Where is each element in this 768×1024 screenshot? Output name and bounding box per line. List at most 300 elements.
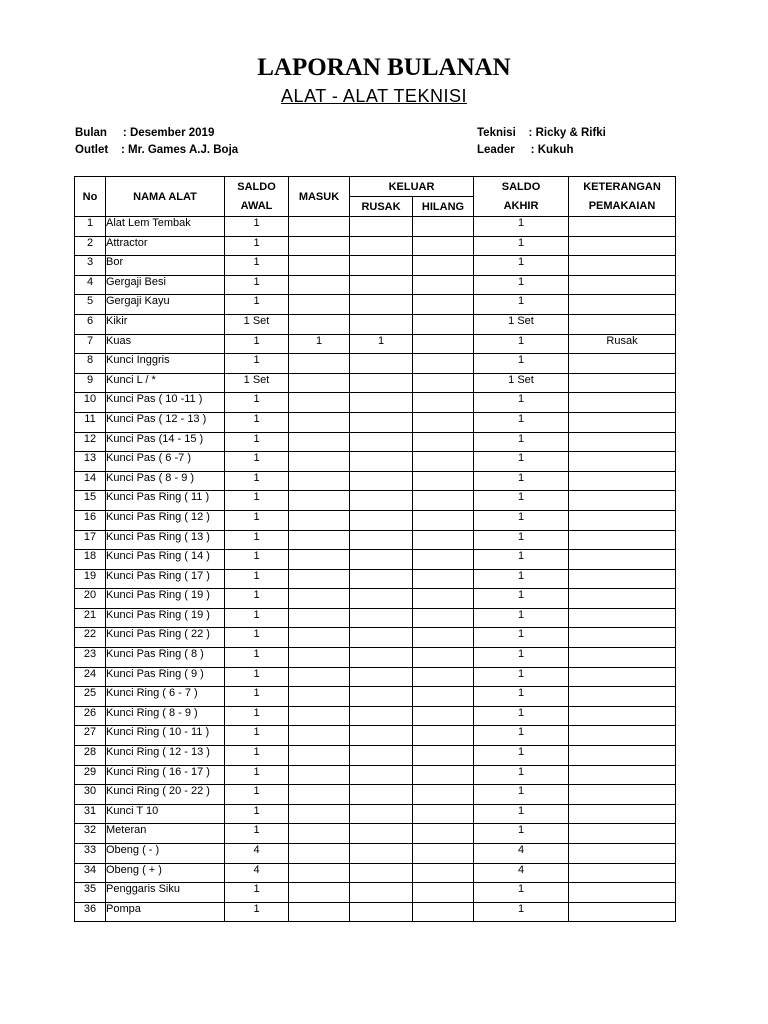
cell-hilang xyxy=(413,256,474,276)
cell-saldo-awal: 1 Set xyxy=(225,373,289,393)
cell-saldo-awal: 1 xyxy=(225,687,289,707)
cell-masuk xyxy=(289,275,350,295)
cell-rusak xyxy=(350,236,413,256)
cell-saldo-akhir: 4 xyxy=(474,863,569,883)
cell-saldo-akhir: 1 xyxy=(474,217,569,237)
cell-saldo-awal: 1 xyxy=(225,256,289,276)
cell-rusak xyxy=(350,667,413,687)
cell-rusak xyxy=(350,510,413,530)
table-row xyxy=(75,334,676,354)
cell-hilang xyxy=(413,726,474,746)
cell-rusak xyxy=(350,628,413,648)
cell-nama-alat: Obeng ( + ) xyxy=(106,863,225,883)
cell-hilang xyxy=(413,785,474,805)
cell-keterangan xyxy=(569,765,676,785)
cell-nama-alat: Kunci Pas Ring ( 19 ) xyxy=(106,608,225,628)
cell-saldo-akhir: 1 xyxy=(474,883,569,903)
cell-hilang xyxy=(413,217,474,237)
cell-rusak xyxy=(350,844,413,864)
cell-nama-alat: Kunci Pas Ring ( 14 ) xyxy=(106,550,225,570)
cell-masuk xyxy=(289,804,350,824)
cell-keterangan xyxy=(569,314,676,334)
cell-hilang xyxy=(413,667,474,687)
cell-hilang xyxy=(413,844,474,864)
table-row xyxy=(75,902,676,922)
cell-no: 17 xyxy=(75,530,106,550)
cell-rusak xyxy=(350,902,413,922)
cell-saldo-akhir: 1 xyxy=(474,569,569,589)
cell-saldo-akhir: 1 xyxy=(474,804,569,824)
cell-masuk xyxy=(289,354,350,374)
cell-keterangan xyxy=(569,883,676,903)
cell-saldo-akhir: 1 xyxy=(474,706,569,726)
cell-rusak xyxy=(350,491,413,511)
cell-nama-alat: Kunci Ring ( 6 - 7 ) xyxy=(106,687,225,707)
cell-keterangan xyxy=(569,667,676,687)
cell-saldo-akhir: 4 xyxy=(474,844,569,864)
cell-nama-alat: Kikir xyxy=(106,314,225,334)
cell-masuk xyxy=(289,765,350,785)
table-row xyxy=(75,236,676,256)
cell-saldo-awal: 1 xyxy=(225,608,289,628)
cell-hilang xyxy=(413,393,474,413)
cell-masuk xyxy=(289,628,350,648)
cell-rusak xyxy=(350,393,413,413)
cell-rusak: 1 xyxy=(350,334,413,354)
cell-keterangan xyxy=(569,217,676,237)
cell-rusak xyxy=(350,883,413,903)
table-row xyxy=(75,373,676,393)
cell-nama-alat: Kunci Pas Ring ( 17 ) xyxy=(106,569,225,589)
cell-no: 18 xyxy=(75,550,106,570)
cell-keterangan xyxy=(569,275,676,295)
cell-no: 5 xyxy=(75,295,106,315)
cell-rusak xyxy=(350,275,413,295)
cell-saldo-awal: 1 xyxy=(225,275,289,295)
cell-hilang xyxy=(413,334,474,354)
cell-keterangan xyxy=(569,510,676,530)
cell-no: 23 xyxy=(75,648,106,668)
cell-rusak xyxy=(350,295,413,315)
table-row xyxy=(75,412,676,432)
cell-saldo-awal: 1 xyxy=(225,471,289,491)
cell-saldo-awal: 1 xyxy=(225,628,289,648)
cell-rusak xyxy=(350,314,413,334)
cell-masuk xyxy=(289,569,350,589)
cell-saldo-akhir: 1 xyxy=(474,236,569,256)
cell-saldo-awal: 1 xyxy=(225,510,289,530)
cell-nama-alat: Gergaji Besi xyxy=(106,275,225,295)
cell-rusak xyxy=(350,765,413,785)
header-saldo-akhir-line2: AKHIR xyxy=(503,199,539,212)
cell-no: 34 xyxy=(75,863,106,883)
cell-nama-alat: Attractor xyxy=(106,236,225,256)
cell-no: 32 xyxy=(75,824,106,844)
cell-no: 12 xyxy=(75,432,106,452)
cell-masuk xyxy=(289,412,350,432)
cell-saldo-awal: 1 xyxy=(225,236,289,256)
cell-no: 20 xyxy=(75,589,106,609)
cell-nama-alat: Gergaji Kayu xyxy=(106,295,225,315)
cell-nama-alat: Kunci Ring ( 10 - 11 ) xyxy=(106,726,225,746)
cell-masuk xyxy=(289,530,350,550)
cell-masuk: 1 xyxy=(289,334,350,354)
table-row xyxy=(75,295,676,315)
table-row xyxy=(75,550,676,570)
cell-no: 2 xyxy=(75,236,106,256)
cell-nama-alat: Kunci Ring ( 12 - 13 ) xyxy=(106,746,225,766)
table-row xyxy=(75,726,676,746)
header-keterangan-line1: KETERANGAN xyxy=(583,180,661,193)
cell-nama-alat: Bor xyxy=(106,256,225,276)
header-keluar: KELUAR xyxy=(350,177,474,197)
cell-saldo-awal: 1 xyxy=(225,550,289,570)
table-row xyxy=(75,354,676,374)
cell-saldo-awal: 4 xyxy=(225,863,289,883)
cell-keterangan xyxy=(569,393,676,413)
cell-masuk xyxy=(289,667,350,687)
table-row xyxy=(75,687,676,707)
cell-masuk xyxy=(289,824,350,844)
cell-nama-alat: Obeng ( - ) xyxy=(106,844,225,864)
cell-keterangan xyxy=(569,726,676,746)
cell-rusak xyxy=(350,589,413,609)
cell-no: 8 xyxy=(75,354,106,374)
table-row xyxy=(75,452,676,472)
cell-keterangan xyxy=(569,746,676,766)
report-subtitle: ALAT - ALAT TEKNISI xyxy=(281,86,467,106)
table-row xyxy=(75,785,676,805)
cell-nama-alat: Kunci Pas (14 - 15 ) xyxy=(106,432,225,452)
cell-saldo-awal: 1 xyxy=(225,883,289,903)
cell-saldo-akhir: 1 xyxy=(474,530,569,550)
cell-masuk xyxy=(289,236,350,256)
cell-rusak xyxy=(350,785,413,805)
cell-hilang xyxy=(413,471,474,491)
header-keterangan xyxy=(569,177,676,217)
cell-no: 13 xyxy=(75,452,106,472)
table-row xyxy=(75,589,676,609)
cell-no: 14 xyxy=(75,471,106,491)
cell-no: 27 xyxy=(75,726,106,746)
cell-rusak xyxy=(350,726,413,746)
cell-no: 29 xyxy=(75,765,106,785)
header-keterangan-line2: PEMAKAIAN xyxy=(588,199,656,212)
header-hilang: HILANG xyxy=(413,197,474,217)
cell-nama-alat: Kunci Pas Ring ( 8 ) xyxy=(106,648,225,668)
cell-rusak xyxy=(350,608,413,628)
cell-hilang xyxy=(413,373,474,393)
table-row xyxy=(75,471,676,491)
cell-keterangan xyxy=(569,608,676,628)
cell-hilang xyxy=(413,412,474,432)
cell-nama-alat: Kunci Inggris xyxy=(106,354,225,374)
cell-saldo-akhir: 1 xyxy=(474,354,569,374)
cell-rusak xyxy=(350,550,413,570)
cell-rusak xyxy=(350,373,413,393)
header-rusak: RUSAK xyxy=(350,197,413,217)
cell-hilang xyxy=(413,491,474,511)
cell-saldo-akhir: 1 xyxy=(474,471,569,491)
table-row xyxy=(75,667,676,687)
cell-rusak xyxy=(350,706,413,726)
cell-saldo-akhir: 1 xyxy=(474,334,569,354)
cell-saldo-akhir: 1 xyxy=(474,902,569,922)
cell-nama-alat: Alat Lem Tembak xyxy=(106,217,225,237)
meta-teknisi: Teknisi : Ricky & Rifki xyxy=(477,127,606,139)
cell-nama-alat: Kunci Ring ( 20 - 22 ) xyxy=(106,785,225,805)
cell-saldo-akhir: 1 xyxy=(474,412,569,432)
cell-no: 9 xyxy=(75,373,106,393)
cell-keterangan xyxy=(569,432,676,452)
cell-no: 24 xyxy=(75,667,106,687)
cell-saldo-akhir: 1 xyxy=(474,295,569,315)
header-no: No xyxy=(75,177,106,217)
cell-keterangan xyxy=(569,295,676,315)
cell-nama-alat: Kunci Pas ( 8 - 9 ) xyxy=(106,471,225,491)
cell-saldo-awal: 1 xyxy=(225,452,289,472)
cell-hilang xyxy=(413,628,474,648)
cell-no: 7 xyxy=(75,334,106,354)
cell-rusak xyxy=(350,354,413,374)
cell-rusak xyxy=(350,569,413,589)
cell-saldo-awal: 1 xyxy=(225,667,289,687)
cell-saldo-awal: 1 xyxy=(225,530,289,550)
table-row xyxy=(75,314,676,334)
cell-hilang xyxy=(413,608,474,628)
cell-keterangan xyxy=(569,804,676,824)
cell-hilang xyxy=(413,354,474,374)
cell-masuk xyxy=(289,510,350,530)
cell-masuk xyxy=(289,550,350,570)
cell-keterangan xyxy=(569,550,676,570)
table-row xyxy=(75,275,676,295)
table-row xyxy=(75,765,676,785)
cell-keterangan xyxy=(569,687,676,707)
cell-saldo-awal: 1 xyxy=(225,765,289,785)
cell-saldo-akhir: 1 xyxy=(474,491,569,511)
table-row xyxy=(75,432,676,452)
cell-keterangan xyxy=(569,530,676,550)
table-row xyxy=(75,648,676,668)
cell-nama-alat: Kunci L / * xyxy=(106,373,225,393)
cell-masuk xyxy=(289,648,350,668)
cell-rusak xyxy=(350,256,413,276)
cell-nama-alat: Kunci Pas Ring ( 22 ) xyxy=(106,628,225,648)
cell-rusak xyxy=(350,648,413,668)
cell-masuk xyxy=(289,726,350,746)
cell-rusak xyxy=(350,824,413,844)
cell-hilang xyxy=(413,510,474,530)
cell-keterangan xyxy=(569,648,676,668)
cell-masuk xyxy=(289,785,350,805)
cell-saldo-akhir: 1 xyxy=(474,667,569,687)
cell-hilang xyxy=(413,236,474,256)
cell-no: 33 xyxy=(75,844,106,864)
cell-no: 16 xyxy=(75,510,106,530)
cell-no: 26 xyxy=(75,706,106,726)
cell-keterangan xyxy=(569,844,676,864)
cell-saldo-awal: 1 xyxy=(225,902,289,922)
cell-saldo-akhir: 1 Set xyxy=(474,314,569,334)
cell-hilang xyxy=(413,452,474,472)
cell-keterangan xyxy=(569,412,676,432)
cell-hilang xyxy=(413,589,474,609)
cell-saldo-akhir: 1 xyxy=(474,432,569,452)
cell-saldo-akhir: 1 xyxy=(474,256,569,276)
table-body xyxy=(75,217,676,922)
table-row xyxy=(75,217,676,237)
cell-saldo-awal: 1 xyxy=(225,295,289,315)
cell-no: 31 xyxy=(75,804,106,824)
cell-nama-alat: Kunci Pas Ring ( 12 ) xyxy=(106,510,225,530)
cell-saldo-awal: 1 xyxy=(225,746,289,766)
cell-rusak xyxy=(350,452,413,472)
cell-nama-alat: Kunci Ring ( 8 - 9 ) xyxy=(106,706,225,726)
cell-saldo-awal: 1 xyxy=(225,589,289,609)
cell-saldo-awal: 1 xyxy=(225,393,289,413)
cell-hilang xyxy=(413,765,474,785)
cell-masuk xyxy=(289,452,350,472)
meta-bulan: Bulan : Desember 2019 xyxy=(75,127,215,139)
cell-hilang xyxy=(413,295,474,315)
cell-hilang xyxy=(413,687,474,707)
cell-saldo-awal: 1 xyxy=(225,648,289,668)
cell-nama-alat: Meteran xyxy=(106,824,225,844)
cell-nama-alat: Kunci T 10 xyxy=(106,804,225,824)
cell-saldo-akhir: 1 xyxy=(474,746,569,766)
cell-keterangan xyxy=(569,256,676,276)
table-row xyxy=(75,628,676,648)
cell-hilang xyxy=(413,863,474,883)
cell-hilang xyxy=(413,648,474,668)
cell-nama-alat: Kunci Ring ( 16 - 17 ) xyxy=(106,765,225,785)
cell-masuk xyxy=(289,706,350,726)
cell-rusak xyxy=(350,530,413,550)
report-title: LAPORAN BULANAN xyxy=(257,54,511,81)
cell-keterangan xyxy=(569,902,676,922)
cell-no: 15 xyxy=(75,491,106,511)
table-row xyxy=(75,706,676,726)
cell-nama-alat: Kuas xyxy=(106,334,225,354)
cell-saldo-awal: 1 xyxy=(225,804,289,824)
cell-keterangan: Rusak xyxy=(569,334,676,354)
cell-no: 4 xyxy=(75,275,106,295)
cell-saldo-awal: 1 xyxy=(225,491,289,511)
cell-no: 36 xyxy=(75,902,106,922)
cell-no: 22 xyxy=(75,628,106,648)
cell-keterangan xyxy=(569,354,676,374)
cell-rusak xyxy=(350,471,413,491)
cell-keterangan xyxy=(569,236,676,256)
cell-nama-alat: Penggaris Siku xyxy=(106,883,225,903)
header-nama-alat: NAMA ALAT xyxy=(106,177,225,217)
cell-saldo-awal: 1 xyxy=(225,412,289,432)
cell-keterangan xyxy=(569,706,676,726)
cell-saldo-akhir: 1 xyxy=(474,785,569,805)
cell-saldo-awal: 4 xyxy=(225,844,289,864)
cell-saldo-awal: 1 Set xyxy=(225,314,289,334)
cell-nama-alat: Kunci Pas Ring ( 19 ) xyxy=(106,589,225,609)
cell-masuk xyxy=(289,589,350,609)
header-saldo-awal-line1: SALDO xyxy=(237,180,276,193)
cell-no: 6 xyxy=(75,314,106,334)
cell-masuk xyxy=(289,902,350,922)
cell-saldo-awal: 1 xyxy=(225,706,289,726)
cell-no: 30 xyxy=(75,785,106,805)
cell-rusak xyxy=(350,687,413,707)
header-masuk: MASUK xyxy=(289,177,350,217)
cell-nama-alat: Pompa xyxy=(106,902,225,922)
cell-nama-alat: Kunci Pas Ring ( 11 ) xyxy=(106,491,225,511)
table-row xyxy=(75,510,676,530)
cell-no: 11 xyxy=(75,412,106,432)
cell-rusak xyxy=(350,217,413,237)
table-row xyxy=(75,530,676,550)
header-saldo-akhir-line1: SALDO xyxy=(501,180,541,193)
cell-hilang xyxy=(413,706,474,726)
cell-nama-alat: Kunci Pas Ring ( 9 ) xyxy=(106,667,225,687)
table-row xyxy=(75,824,676,844)
cell-hilang xyxy=(413,902,474,922)
cell-masuk xyxy=(289,432,350,452)
table-row xyxy=(75,491,676,511)
cell-nama-alat: Kunci Pas ( 6 -7 ) xyxy=(106,452,225,472)
cell-masuk xyxy=(289,295,350,315)
inventory-table xyxy=(74,176,676,922)
cell-keterangan xyxy=(569,589,676,609)
cell-no: 28 xyxy=(75,746,106,766)
cell-masuk xyxy=(289,217,350,237)
table-row xyxy=(75,746,676,766)
header-saldo-awal xyxy=(225,177,289,217)
cell-saldo-awal: 1 xyxy=(225,785,289,805)
cell-saldo-awal: 1 xyxy=(225,354,289,374)
cell-no: 35 xyxy=(75,883,106,903)
cell-saldo-akhir: 1 xyxy=(474,452,569,472)
cell-rusak xyxy=(350,412,413,432)
cell-saldo-awal: 1 xyxy=(225,432,289,452)
cell-rusak xyxy=(350,863,413,883)
cell-nama-alat: Kunci Pas Ring ( 13 ) xyxy=(106,530,225,550)
cell-hilang xyxy=(413,883,474,903)
cell-no: 1 xyxy=(75,217,106,237)
cell-saldo-awal: 1 xyxy=(225,824,289,844)
cell-masuk xyxy=(289,863,350,883)
table-row xyxy=(75,393,676,413)
cell-saldo-awal: 1 xyxy=(225,726,289,746)
cell-keterangan xyxy=(569,824,676,844)
cell-saldo-akhir: 1 xyxy=(474,608,569,628)
cell-hilang xyxy=(413,530,474,550)
meta-outlet: Outlet : Mr. Games A.J. Boja xyxy=(75,144,239,156)
cell-keterangan xyxy=(569,628,676,648)
cell-no: 21 xyxy=(75,608,106,628)
cell-masuk xyxy=(289,746,350,766)
cell-saldo-akhir: 1 xyxy=(474,628,569,648)
cell-no: 10 xyxy=(75,393,106,413)
cell-keterangan xyxy=(569,491,676,511)
cell-keterangan xyxy=(569,471,676,491)
cell-hilang xyxy=(413,275,474,295)
cell-saldo-awal: 1 xyxy=(225,217,289,237)
cell-saldo-akhir: 1 xyxy=(474,589,569,609)
table-row xyxy=(75,569,676,589)
cell-hilang xyxy=(413,314,474,334)
cell-hilang xyxy=(413,569,474,589)
cell-masuk xyxy=(289,314,350,334)
cell-saldo-akhir: 1 xyxy=(474,765,569,785)
